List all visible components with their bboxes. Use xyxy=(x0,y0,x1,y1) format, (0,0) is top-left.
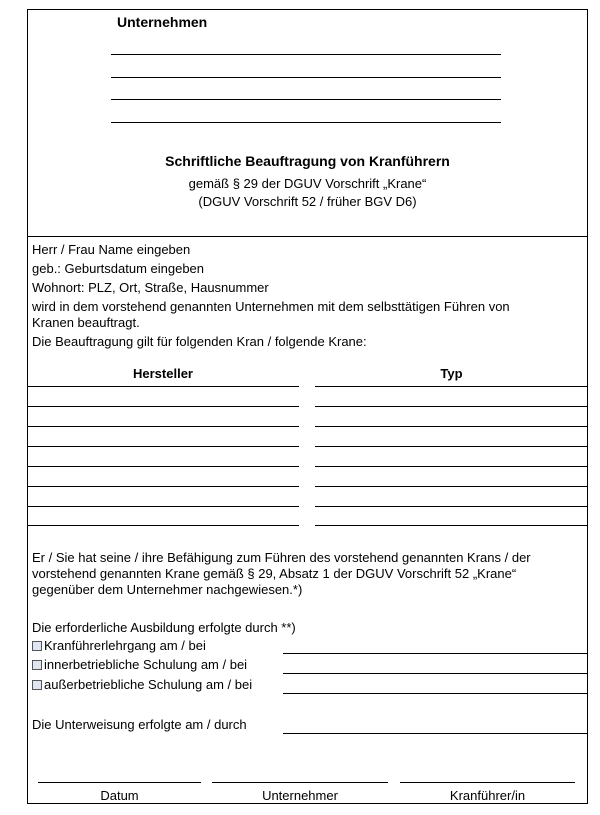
type-line[interactable] xyxy=(315,426,588,427)
training-option-course: Kranführerlehrgang am / bei xyxy=(44,638,206,653)
document-title: Schriftliche Beauftragung von Kranführern xyxy=(165,153,450,169)
type-line[interactable] xyxy=(315,466,588,467)
company-label: Unternehmen xyxy=(117,14,208,30)
training-option-internal: innerbetriebliche Schulung am / bei xyxy=(44,657,248,672)
type-line[interactable] xyxy=(315,406,588,407)
assignment-text-1: wird in dem vorstehend genannten Unternehmen mit dem selbsttätigen Führen von xyxy=(32,299,510,314)
instruction-label: Die Unterweisung erfolgte am / durch xyxy=(32,717,247,732)
manufacturer-line[interactable] xyxy=(27,446,299,447)
section-divider xyxy=(27,236,588,237)
qualification-text-3: gegenüber dem Unternehmer nachgewiesen.*) xyxy=(32,582,303,597)
document-subtitle-1: gemäß § 29 der DGUV Vorschrift „Krane“ xyxy=(188,176,427,191)
manufacturer-line[interactable] xyxy=(27,386,299,387)
type-line[interactable] xyxy=(315,486,588,487)
company-line-4[interactable] xyxy=(111,122,501,123)
training-internal-line[interactable] xyxy=(283,673,588,674)
type-line[interactable] xyxy=(315,506,588,507)
training-course-line[interactable] xyxy=(283,653,588,654)
manufacturer-line[interactable] xyxy=(27,525,299,526)
column-header-manufacturer: Hersteller xyxy=(133,366,193,381)
training-option-external: außerbetriebliche Schulung am / bei xyxy=(44,677,253,692)
training-checkbox-internal[interactable] xyxy=(32,660,42,670)
training-external-line[interactable] xyxy=(283,693,588,694)
instruction-line[interactable] xyxy=(283,733,588,734)
training-checkbox-external[interactable] xyxy=(32,680,42,690)
applies-text: Die Beauftragung gilt für folgenden Kran / folgende Krane: xyxy=(32,334,367,349)
qualification-text-2: vorstehend genannten Krane gemäß § 29, Absatz 1 der DGUV Vorschrift 52 „Krane“ xyxy=(32,566,517,581)
manufacturer-line[interactable] xyxy=(27,486,299,487)
document-subtitle-2: (DGUV Vorschrift 52 / früher BGV D6) xyxy=(198,194,417,209)
signature-line-company[interactable] xyxy=(212,782,388,783)
type-line[interactable] xyxy=(315,446,588,447)
manufacturer-line[interactable] xyxy=(27,506,299,507)
signature-line-operator[interactable] xyxy=(400,782,575,783)
training-checkbox-course[interactable] xyxy=(32,641,42,651)
address-field[interactable]: Wohnort: PLZ, Ort, Straße, Hausnummer xyxy=(32,280,269,295)
birthdate-field[interactable]: geb.: Geburtsdatum eingeben xyxy=(32,261,205,276)
company-line-1[interactable] xyxy=(111,54,501,55)
signature-label-company: Unternehmer xyxy=(262,788,338,803)
qualification-text-1: Er / Sie hat seine / ihre Befähigung zum Führen des vorstehend genannten Krans / der xyxy=(32,550,531,565)
manufacturer-line[interactable] xyxy=(27,406,299,407)
company-line-2[interactable] xyxy=(111,77,501,78)
manufacturer-line[interactable] xyxy=(27,426,299,427)
column-header-type: Typ xyxy=(440,366,463,381)
name-field[interactable]: Herr / Frau Name eingeben xyxy=(32,242,191,257)
type-line[interactable] xyxy=(315,386,588,387)
manufacturer-line[interactable] xyxy=(27,466,299,467)
type-line[interactable] xyxy=(315,525,588,526)
signature-line-date[interactable] xyxy=(38,782,201,783)
assignment-text-2: Kranen beauftragt. xyxy=(32,315,140,330)
signature-label-operator: Kranführer/in xyxy=(449,788,526,803)
signature-label-date: Datum xyxy=(100,788,139,803)
training-heading: Die erforderliche Ausbildung erfolgte durch **) xyxy=(32,620,296,635)
company-line-3[interactable] xyxy=(111,99,501,100)
